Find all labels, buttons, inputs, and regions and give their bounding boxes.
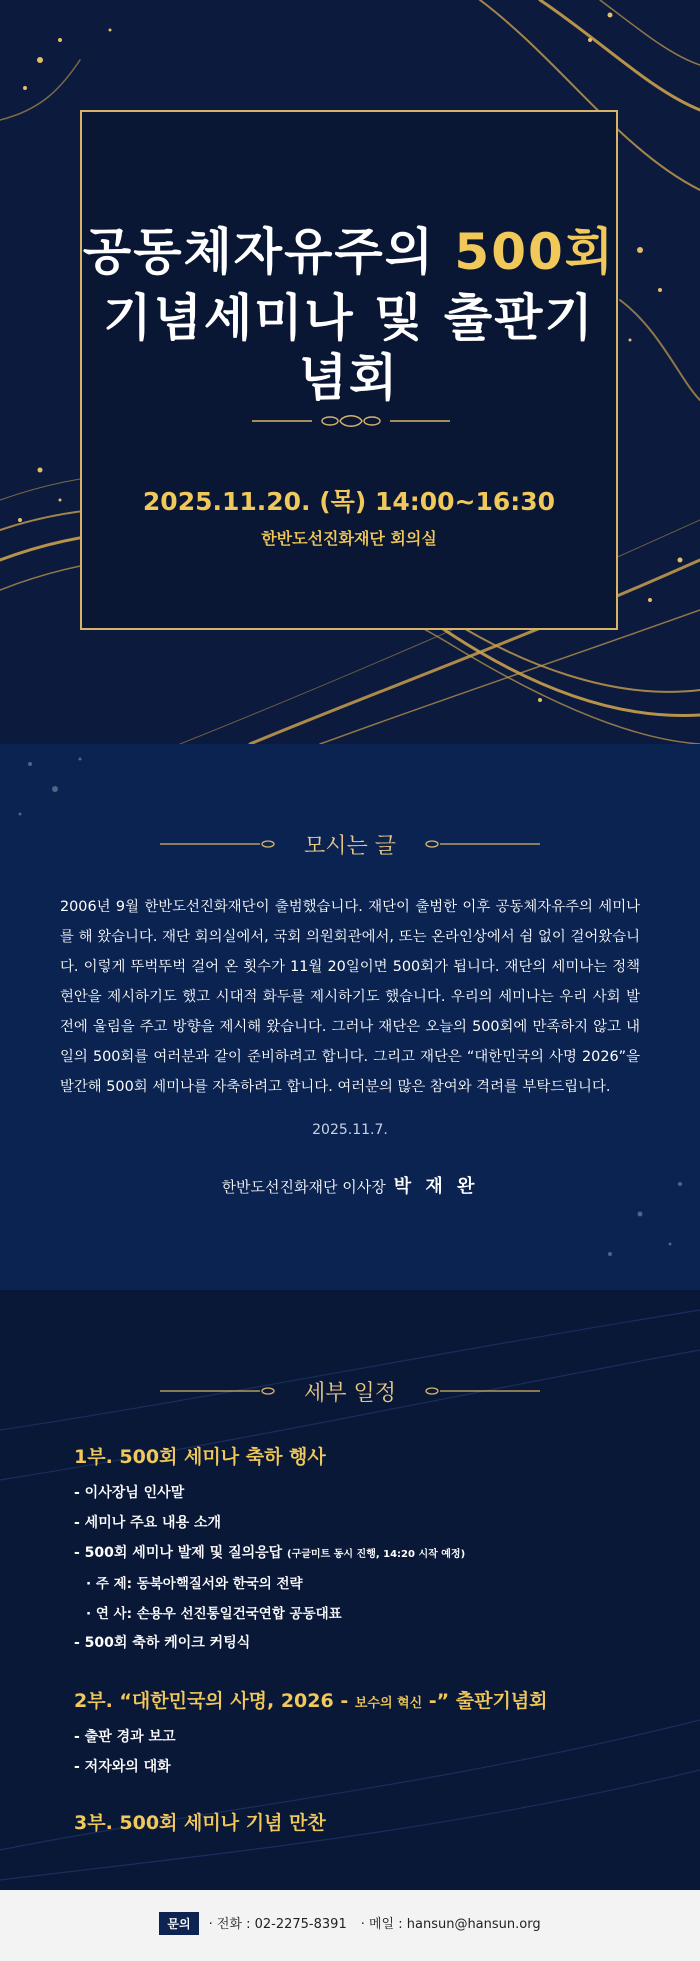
signature (0, 1172, 700, 1198)
part3-title: 3부. 500회 세미나 기념 만찬 (74, 1812, 326, 1834)
main-title-line2: 기념세미나 및 출판기념회 (103, 289, 595, 407)
part1-title: 1부. 500회 세미나 축하 행사 (74, 1446, 326, 1468)
title-frame (80, 110, 618, 630)
part2-title: 2부. “대한민국의 사명, 2026 - 보수의 혁신 -” 출판기념회 (74, 1690, 548, 1712)
heading-title: 모시는 글 (303, 834, 396, 859)
event-datetime: 2025.11.20. (목) 14:00~16:30 (142, 487, 556, 516)
invitation-section (0, 744, 700, 1290)
schedule-section (0, 1290, 700, 1890)
list-item: - 500회 축하 케이크 커팅식 (74, 1635, 251, 1651)
list-item: - 이사장님 인사말 (74, 1485, 185, 1501)
letter-date: 2025.11.7. (312, 1122, 388, 1138)
contact-row (0, 1912, 700, 1935)
main-title-line1: 공동체자유주의 500회 (82, 223, 616, 281)
schedule-heading (0, 1376, 700, 1406)
contact-email[interactable]: · 메일 : hansun@hansun.org (360, 1917, 541, 1932)
contact-footer (0, 1890, 700, 1961)
title-highlight-500: 500회 (454, 223, 616, 281)
event-venue: 한반도선진화재단 회의실 (261, 529, 437, 548)
contact-phone: · 전화 : 02-2275-8391 (208, 1917, 347, 1932)
list-item: - 500회 세미나 발제 및 질의응답 (구글미트 동시 진행, 14:20 시작 예정) (74, 1545, 466, 1561)
sub-item-speaker: · 연 사: 손용우 선진통일건국연합 공동대표 (86, 1606, 342, 1622)
hero-section (0, 0, 700, 744)
signer-title: 한반도선진화재단 이사장 (221, 1178, 386, 1196)
sub-item-topic: · 주 제: 동북아핵질서와 한국의 전략 (86, 1576, 303, 1592)
invitation-body: 2006년 9월 한반도선진화재단이 출범했습니다. 재단이 출범한 이후 공동체자유주의 세미나를 해 왔습니다. 재단 회의실에서, 국회 의원회관에서, 또는 온라인상에서 쉼 없이 걸어왔습니다. 이렇게 뚜벅뚜벅 걸어 온 횟수가 11월 20일이면 500회가 됩니다. 재단의 세미나는 정책현안을 제시하기도 했고 시대적 화두를 제시하기도 했습니다. 우리의 세미나는 우리 사회 발전에 울림을 주고 방향을 제시해 왔습니다. 그러나 재단은 오늘의 500회에 만족하지 않고 내일의 500회를 여러분과 같이 준비하려고 합니다. 그리고 재단은 “대한민국의 사명 2026”을 발간해 500회 세미나를 자축하려고 합니다. 여러분의 많은 참여와 격려를 부탁드립니다. (60, 899, 640, 1095)
heading-title: 세부 일정 (303, 1381, 396, 1406)
invitation-heading (0, 829, 700, 859)
list-item: - 세미나 주요 내용 소개 (74, 1515, 222, 1531)
ornament-divider (252, 414, 450, 428)
contact-badge: 문의 (159, 1912, 198, 1935)
list-item: - 출판 경과 보고 (74, 1729, 176, 1745)
meet-note: (구글미트 동시 진행, 14:20 시작 예정) (287, 1549, 466, 1560)
signer-name: 박 재 완 (393, 1176, 479, 1197)
list-item: - 저자와의 대화 (74, 1759, 171, 1775)
